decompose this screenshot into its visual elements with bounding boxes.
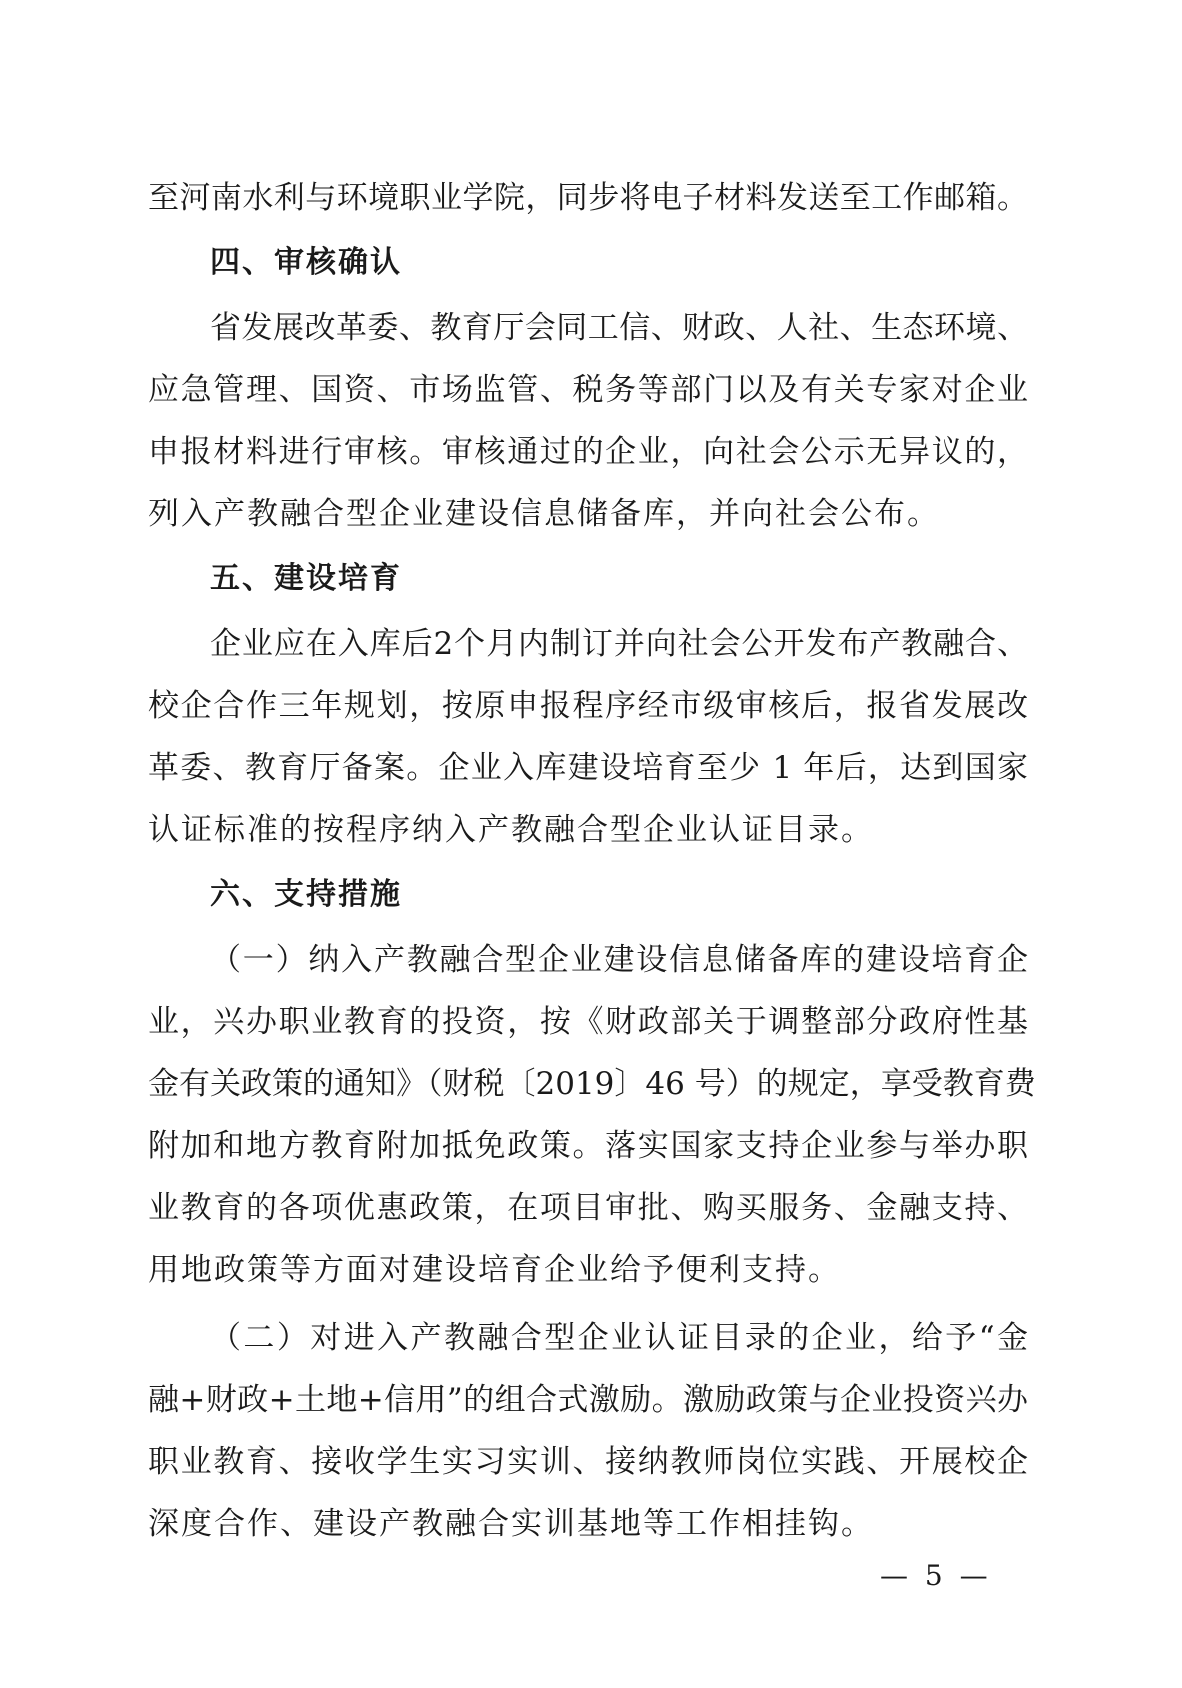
text-line: 省发展改革委、教育厅会同工信、财政、人社、生态环境、 xyxy=(210,310,1028,346)
text-line: 深度合作、建设产教融合实训基地等工作相挂钩。 xyxy=(148,1506,874,1542)
section-heading-review: 四、审核确认 xyxy=(210,245,402,280)
text-line: 列入产教融合型企业建设信息储备库，并向社会公布。 xyxy=(148,496,940,532)
page-number: — 5 — xyxy=(880,1559,992,1592)
text-line: 至河南水利与环境职业学院，同步将电子材料发送至工作邮箱。 xyxy=(148,180,1028,216)
text-line: 业，兴办职业教育的投资，按《财政部关于调整部分政府性基 xyxy=(148,1004,1028,1040)
text-line: 业教育的各项优惠政策，在项目审批、购买服务、金融支持、 xyxy=(148,1190,1028,1226)
text-line: 附加和地方教育附加抵免政策。落实国家支持企业参与举办职 xyxy=(148,1128,1028,1164)
text-line: 认证标准的按程序纳入产教融合型企业认证目录。 xyxy=(148,812,874,848)
text-line: 融+财政+土地+信用”的组合式激励。激励政策与企业投资兴办 xyxy=(148,1382,1028,1418)
text-line: 应急管理、国资、市场监管、税务等部门以及有关专家对企业 xyxy=(148,372,1028,408)
section-heading-support: 六、支持措施 xyxy=(210,877,402,912)
text-line: 校企合作三年规划，按原申报程序经市级审核后，报省发展改 xyxy=(148,688,1028,724)
text-line: 企业应在入库后2个月内制订并向社会公开发布产教融合、 xyxy=(210,626,1028,662)
text-line: （二）对进入产教融合型企业认证目录的企业，给予“金 xyxy=(210,1320,1028,1356)
text-line: 用地政策等方面对建设培育企业给予便利支持。 xyxy=(148,1252,841,1288)
text-line: （一）纳入产教融合型企业建设信息储备库的建设培育企 xyxy=(210,942,1028,978)
text-line: 金有关政策的通知》（财税〔2019〕46 号）的规定，享受教育费 xyxy=(148,1066,1036,1102)
text-line: 申报材料进行审核。审核通过的企业，向社会公示无异议的， xyxy=(148,434,1028,470)
text-line: 革委、教育厅备案。企业入库建设培育至少 1 年后，达到国家 xyxy=(148,750,1028,786)
section-heading-cultivation: 五、建设培育 xyxy=(210,561,402,596)
text-line: 职业教育、接收学生实习实训、接纳教师岗位实践、开展校企 xyxy=(148,1444,1028,1480)
